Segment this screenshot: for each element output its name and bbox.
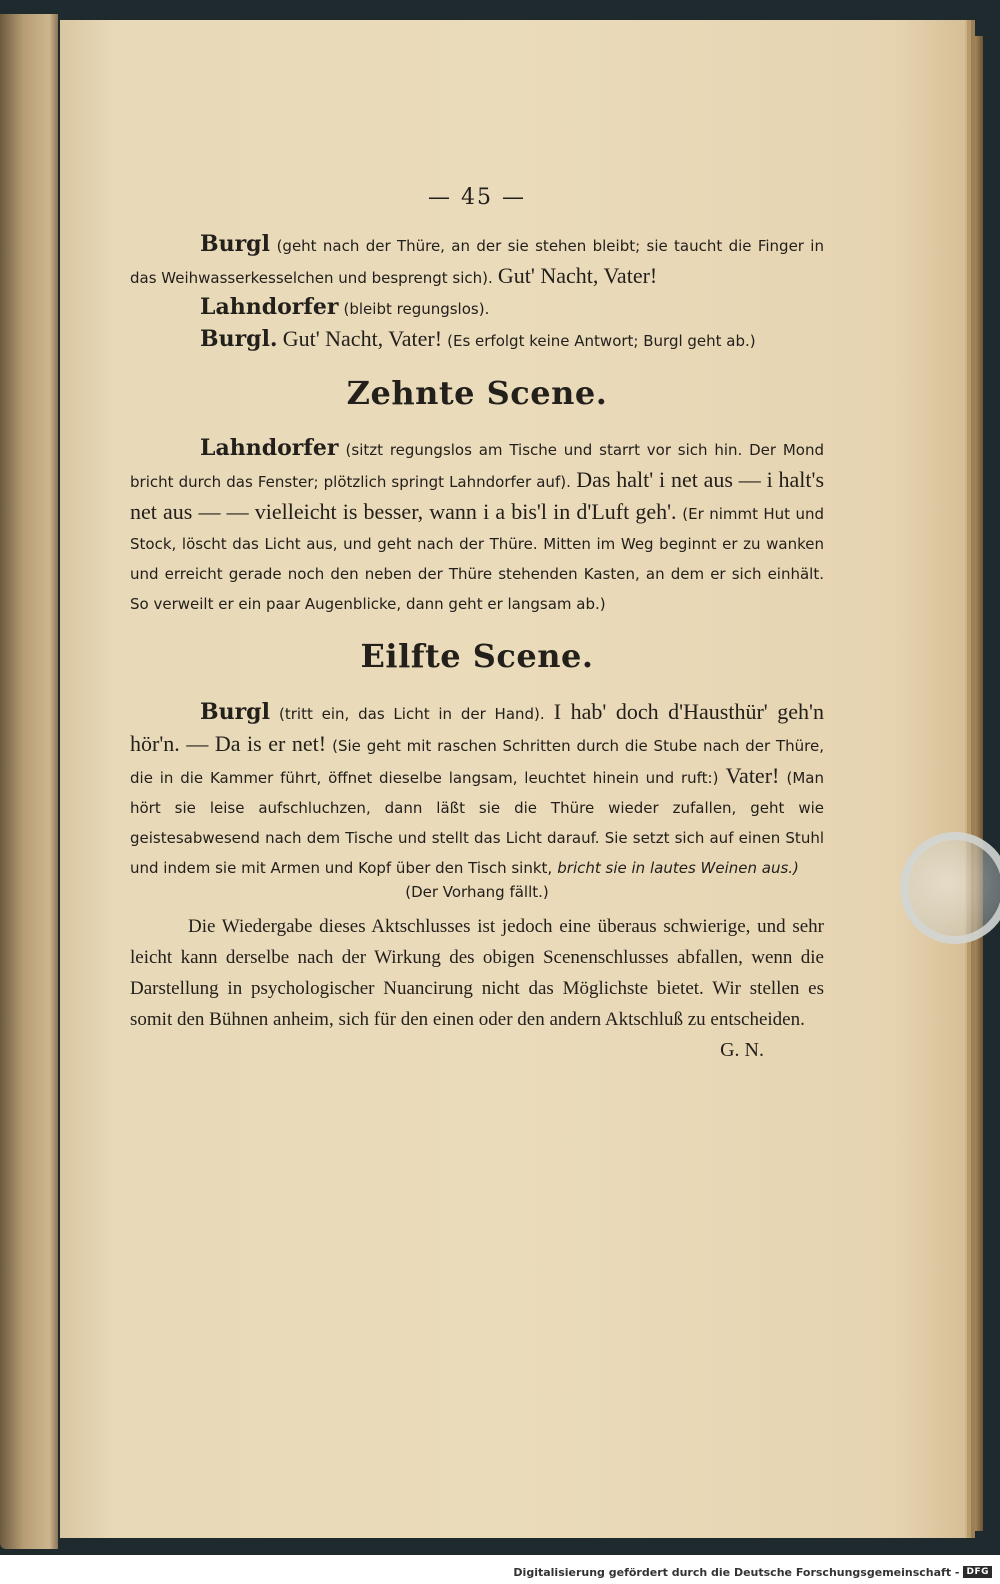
page-stack-edge — [963, 36, 983, 1531]
dfg-logo-icon: DFG — [963, 1566, 992, 1578]
spoken-line: Das halt' i net aus — i halt's net aus — — vielleicht is besser, wann i a bis'l in d'Luft geh'. — [130, 467, 825, 524]
facing-page-edge — [0, 14, 58, 1549]
dialogue-lahndorfer-1 — [130, 293, 824, 324]
signature: G. N. — [720, 1039, 764, 1061]
curtain-direction: (Der Vorhang fällt.) — [405, 883, 549, 901]
footer-text: Digitalisierung gefördert durch die Deutsche Forschungsgemeinschaft - — [513, 1565, 960, 1579]
scene-title-10: Zehnte Scene. — [346, 374, 608, 412]
speaker-name: Burgl. — [200, 326, 278, 352]
stage-direction: (Sie geht mit raschen Schritten durch die Stube nach der Thüre, die in die Kammer führt, öffnet dieselbe langsam, leuchtet hinein und ruft:) — [130, 737, 824, 787]
spoken-line: Gut' Nacht, Vater! — [282, 326, 443, 351]
speaker-name: Lahndorfer — [200, 294, 339, 320]
spoken-line: Vater! — [725, 763, 780, 788]
scene-title-11: Eilfte Scene. — [360, 637, 594, 675]
dialogue-burgl-3 — [130, 697, 824, 883]
stage-direction: (tritt ein, das Licht in der Hand). — [279, 705, 545, 723]
dialogue-burgl-2 — [130, 324, 824, 356]
spoken-line: I hab' doch d'Hausthür' geh'n hör'n. — Da is er net! — [130, 699, 824, 756]
editor-note: Die Wiedergabe dieses Aktschlusses ist jedoch eine überaus schwierige, und sehr leicht kann derselbe nach der Wirkung des obigen Scenenschlusses abfallen, wenn die Darstellung in psychologischer Nuancirung nicht das Möglichste bietet. Wir stellen es somit den Bühnen anheim, sich für den einen oder den andern Aktschluß zu entscheiden. — [130, 916, 824, 1030]
stage-direction-italic: bricht sie in lautes Weinen aus.) — [557, 859, 799, 877]
page-content — [130, 185, 824, 1062]
glass-page-weight — [900, 832, 1000, 944]
stage-direction: (Er nimmt Hut und Stock, löscht das Licht aus, und geht nach der Thüre. Mitten im Weg beginnt er zu wanken und erreicht gerade noch den neben der Thüre stehenden Kasten, an dem er sich einhält. So verweilt er ein paar Augenblicke, dann geht er langsam ab.) — [130, 505, 824, 613]
spoken-line: Gut' Nacht, Vater! — [497, 263, 658, 288]
stage-direction: (Es erfolgt keine Antwort; Burgl geht ab.) — [447, 332, 756, 350]
dialogue-lahndorfer-2 — [130, 434, 824, 619]
stage-direction: (sitzt regungslos am Tische und starrt vor sich hin. Der Mond bricht durch das Fenster; plötzlich springt Lahndorfer auf). — [130, 441, 824, 491]
stage-direction: (bleibt regungslos). — [343, 300, 490, 318]
page-number: — 45 — — [428, 185, 526, 210]
digitization-footer — [513, 1564, 992, 1580]
stage-direction: (geht nach der Thüre, an der sie stehen bleibt; sie taucht die Finger in das Weihwasserkesselchen und besprengt sich). — [130, 237, 824, 287]
speaker-name: Burgl — [200, 699, 270, 725]
stage-direction: (Man hört sie leise aufschluchzen, dann läßt sie die Thüre wieder zufallen, geht wie geistesabwesend nach dem Tische und stellt das Licht darauf. Sie setzt sich auf einen Stuhl und indem sie mit Armen und Kopf über den Tisch sinkt, — [130, 769, 824, 877]
speaker-name: Lahndorfer — [200, 435, 339, 461]
speaker-name: Burgl — [200, 231, 270, 257]
dialogue-burgl-1 — [130, 230, 824, 293]
